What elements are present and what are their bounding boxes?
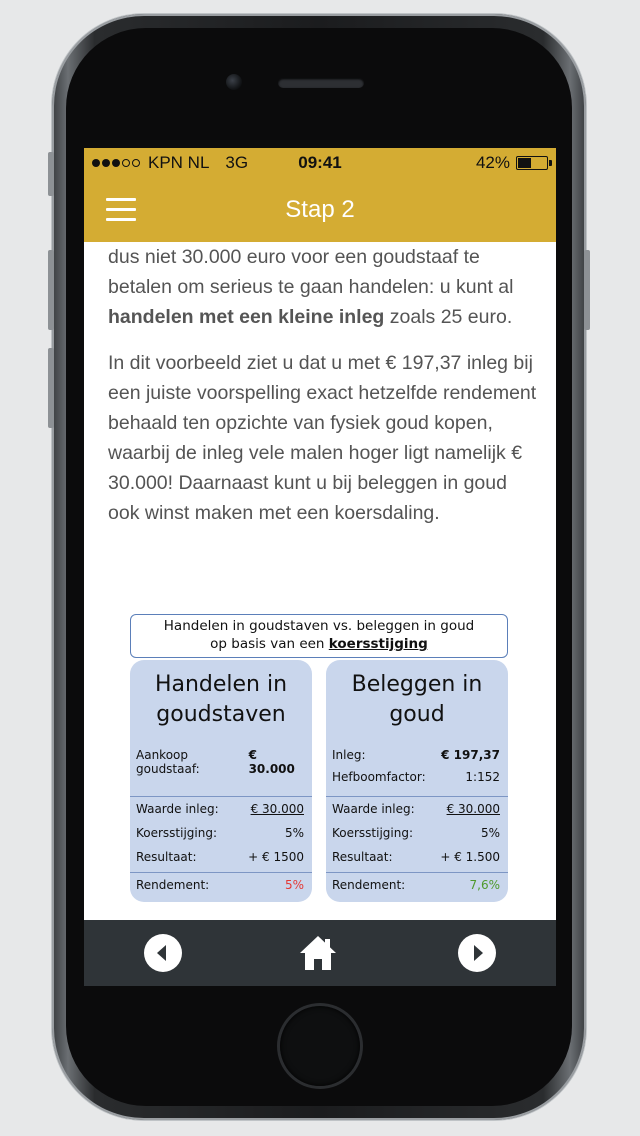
row-rendement [136, 878, 304, 892]
battery-fill [518, 158, 531, 168]
status-right [476, 153, 548, 173]
header-line2-prefix: op basis van een [210, 636, 329, 652]
paragraph-2: In dit voorbeeld ziet u dat u met € 197,37 inleg bij een juiste voorspelling exact hetzelfde rendement behaald ten opzichte van fysiek goud kopen, waarbij de inleg vele malen hoger ligt namelijk € 30.000! Daarnaast kunt u bij beleggen in goud ook winst maken met een koersdaling. [108, 352, 537, 524]
network-type: 3G [225, 153, 249, 172]
volume-down-button [48, 348, 54, 428]
row-label: Waarde inleg: [332, 802, 415, 816]
nav-bar [84, 178, 556, 242]
previous-button[interactable] [144, 934, 182, 972]
row-rendement [332, 878, 500, 892]
divider [130, 796, 312, 797]
next-button[interactable] [458, 934, 496, 972]
home-icon [298, 934, 338, 972]
card-title-line1: Handelen in [154, 672, 288, 697]
volume-up-button [48, 250, 54, 330]
previous-icon [144, 934, 182, 972]
row-label: Koersstijging: [332, 826, 414, 840]
front-camera [226, 74, 242, 90]
paragraph-1 [108, 242, 538, 332]
row-resultaat [332, 850, 500, 864]
page-title: Stap 2 [285, 196, 355, 223]
row-koersstijging [136, 826, 304, 840]
row-value: 5% [284, 826, 304, 840]
row-label: Aankoop goudstaaf: [136, 748, 200, 776]
row-aankoop [136, 748, 304, 776]
row-label: Waarde inleg: [136, 802, 219, 816]
header-line2-bold: koersstijging [328, 636, 428, 652]
row-label: Inleg: [332, 748, 366, 762]
card-beleggen-goud [326, 660, 508, 902]
row-label: Koersstijging: [136, 826, 218, 840]
row-koersstijging [332, 826, 500, 840]
earpiece-speaker [278, 78, 364, 88]
home-button[interactable] [298, 934, 338, 972]
comparison-infographic [130, 614, 510, 904]
row-value: € 30.000 [248, 748, 295, 776]
paragraph-1-text-a: dus niet 30.000 euro voor een goudstaaf te betalen om serieus te gaan handelen: u kunt al [108, 246, 514, 298]
row-waarde-inleg [136, 802, 304, 816]
row-resultaat [136, 850, 304, 864]
paragraph-1-bold: handelen met een kleine inleg [108, 306, 385, 328]
carrier-name: KPN NL [148, 153, 210, 172]
card-title [130, 670, 312, 730]
row-value: 5% [480, 826, 500, 840]
mute-switch [48, 152, 54, 196]
row-label: Rendement: [136, 878, 210, 892]
article-content [108, 242, 538, 528]
row-waarde-inleg [332, 802, 500, 816]
status-time: 09:41 [298, 153, 342, 172]
row-value: € 30.000 [446, 802, 500, 816]
card-handelen-goudstaven [130, 660, 312, 902]
hardware-home-button[interactable] [280, 1006, 360, 1086]
battery-icon [516, 156, 548, 170]
card-title-line2: goudstaven [156, 702, 286, 727]
bottom-toolbar [84, 920, 556, 986]
card-title-line1: Beleggen in [351, 672, 483, 697]
row-inleg [332, 748, 500, 762]
row-label: Resultaat: [332, 850, 393, 864]
infographic-header-line1: Handelen in goudstaven vs. beleggen in goud [163, 618, 475, 634]
divider [326, 796, 508, 797]
divider [130, 872, 312, 873]
row-value: 5% [284, 878, 304, 892]
card-title-line2: goud [389, 702, 445, 727]
infographic-header-line2 [131, 635, 507, 653]
screen [84, 148, 556, 986]
row-value: € 197,37 [441, 748, 500, 762]
row-value: + € 1500 [248, 850, 304, 864]
infographic-header [130, 614, 508, 658]
next-icon [458, 934, 496, 972]
row-value: + € 1.500 [440, 850, 500, 864]
battery-percent: 42% [475, 153, 510, 172]
row-hefboomfactor [332, 770, 500, 784]
paragraph-1-text-b: zoals 25 euro. [384, 306, 513, 328]
power-button [584, 250, 590, 330]
row-value: 1:152 [465, 770, 500, 784]
row-label: Rendement: [332, 878, 406, 892]
row-value: 7,6% [469, 878, 500, 892]
row-label: Resultaat: [136, 850, 197, 864]
card-title [326, 670, 508, 730]
row-label: Hefboomfactor: [332, 770, 426, 784]
status-bar [84, 148, 556, 178]
battery-tip [549, 160, 552, 166]
divider [326, 872, 508, 873]
row-value: € 30.000 [250, 802, 304, 816]
